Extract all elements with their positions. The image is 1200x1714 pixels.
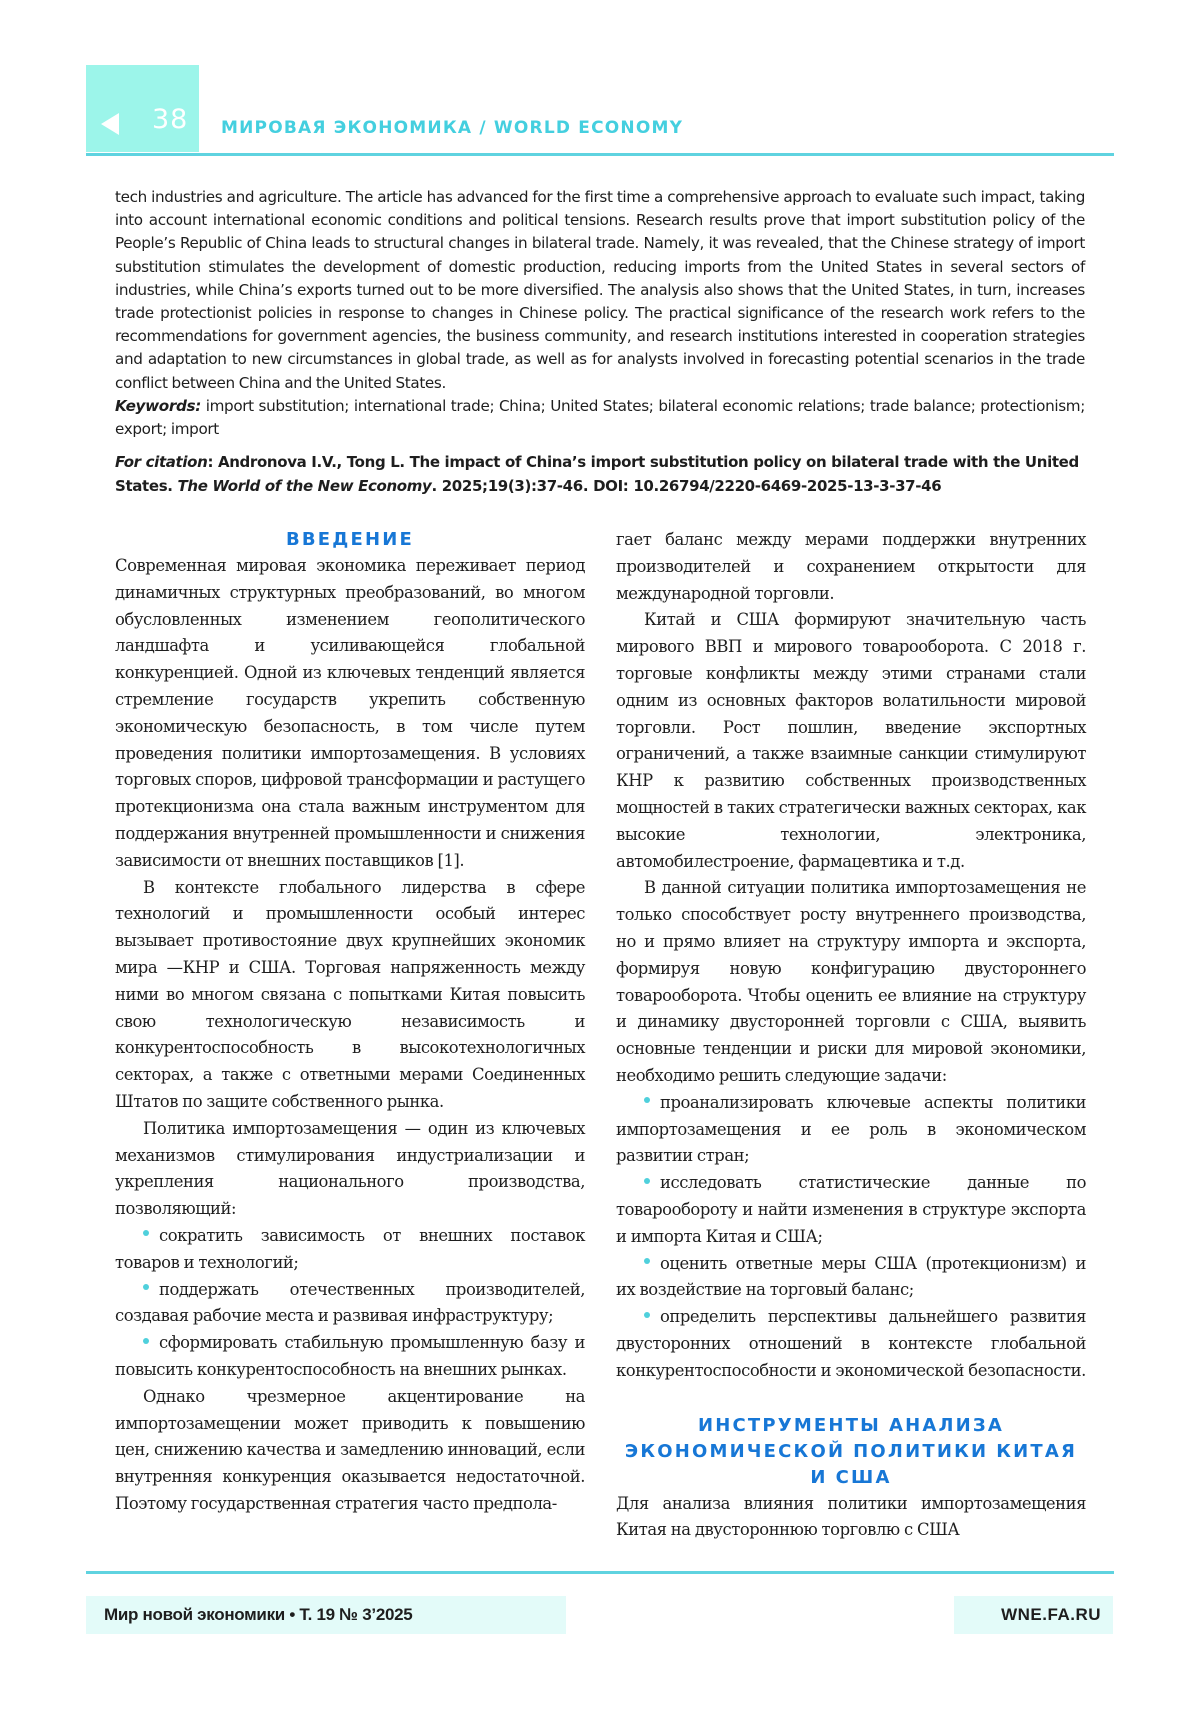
list-item-text: проанализировать ключевые аспекты политики импортозамещения и ее роль в экономическом развитии стран; bbox=[616, 1092, 1086, 1166]
footer-journal-issue bbox=[86, 1596, 566, 1634]
list-item bbox=[616, 1170, 1086, 1250]
left-column bbox=[115, 527, 585, 1518]
list-item bbox=[115, 1330, 585, 1384]
bullet-icon bbox=[143, 1338, 149, 1344]
page-number: 38 bbox=[152, 104, 189, 135]
citation-authors-title: : Andronova I.V., Tong L. The impact of China’s import substitution policy on bilateral trade with the United States. bbox=[115, 453, 1079, 495]
keywords bbox=[115, 395, 1085, 441]
abstract-text: tech industries and agriculture. The article has advanced for the first time a comprehensive approach to evaluate such impact, taking into account international economic conditions and political tensions. Research results prove that import substitution policy of the People’s Republic of China leads to structural changes in bilateral trade. Namely, it was revealed, that the Chinese strategy of import substitution stimulates the development of domestic production, reducing imports from the United States in several sectors of industries, while China’s exports turned out to be more diversified. The analysis also shows that the United States, in turn, increases trade protectionist policies in response to changes in Chinese policy. The practical significance of the research work refers to the recommendations for government agencies, the business community, and research institutions interested in cooperation strategies and adaptation to new circumstances in global trade, as well as for analysts involved in forecasting potential scenarios in the trade conflict between China and the United States. bbox=[115, 188, 1085, 392]
journal-issue-text: Мир новой экономики • Т. 19 № 3’2025 bbox=[104, 1605, 413, 1624]
paragraph: В данной ситуации политика импортозамещения не только способствует росту внутреннего производства, но и прямо влияет на структуру импорта и экспорта, формируя новую конфигурацию двустороннего товарооборота. Чтобы оценить ее влияние на структуру и динамику двусторонней торговли с США, выявить основные тенденции и риски для мировой экономики, необходимо решить следующие задачи: bbox=[616, 878, 1086, 1085]
list-item bbox=[616, 1251, 1086, 1305]
paragraph: Для анализа влияния политики импортозамещения Китая на двустороннюю торговлю с США bbox=[616, 1493, 1086, 1540]
bullet-icon bbox=[644, 1258, 650, 1264]
list-item bbox=[616, 1304, 1086, 1384]
paragraph: Однако чрезмерное акцентирование на импортозамещении может приводить к повышению цен, снижению качества и замедлению инноваций, если внутренняя конкуренция оказывается недостаточной. Поэтому государственная стратегия часто предпола- bbox=[115, 1386, 585, 1513]
paragraph-continued: гает баланс между мерами поддержки внутренних производителей и сохранением открытости для международной торговли. bbox=[616, 530, 1086, 603]
footer-divider bbox=[86, 1571, 1114, 1574]
paragraph: Политика импортозамещения — один из ключевых механизмов стимулирования индустриализации и укрепления национального производства, позволяющий: bbox=[115, 1118, 585, 1219]
list-item-text: сформировать стабильную промышленную базу и повысить конкурентоспособность на внешних рынках. bbox=[115, 1333, 585, 1379]
bullet-icon bbox=[644, 1312, 650, 1318]
list-item bbox=[115, 1223, 585, 1277]
abstract bbox=[115, 186, 1085, 441]
footer-website[interactable] bbox=[954, 1596, 1113, 1634]
list-item-text: поддержать отечественных производителей, создавая рабочие места и развивая инфраструктуру; bbox=[115, 1279, 585, 1326]
previous-page-arrow-icon[interactable] bbox=[101, 113, 119, 135]
list-item bbox=[616, 1090, 1086, 1170]
citation bbox=[115, 451, 1090, 498]
list-item bbox=[115, 1277, 585, 1331]
bullet-icon bbox=[143, 1284, 149, 1290]
header-divider bbox=[86, 153, 1114, 156]
section-heading-analysis-tools: ИНСТРУМЕНТЫ АНАЛИЗА ЭКОНОМИЧЕСКОЙ ПОЛИТИКИ КИТАЯ И США bbox=[624, 1414, 1078, 1488]
paragraph: В контексте глобального лидерства в сфере технологий и промышленности особый интерес вызывает противостояние двух крупнейших экономик мира —КНР и США. Торговая напряженность между ними во многом связана с попытками Китая повысить свою технологическую независимость и конкурентоспособность в высокотехнологичных секторах, а также с ответными мерами Соединенных Штатов по защите собственного рынка. bbox=[115, 877, 585, 1111]
section-heading-introduction: ВВЕДЕНИЕ bbox=[285, 529, 415, 550]
keywords-list: import substitution; international trade; China; United States; bilateral economic relations; trade balance; protectionism; export; import bbox=[115, 396, 1085, 439]
list-item-text: исследовать статистические данные по товарообороту и найти изменения в структуре экспорта и импорта Китая и США; bbox=[616, 1173, 1086, 1246]
keywords-label: Keywords: bbox=[115, 396, 201, 415]
website-link[interactable]: WNE.FA.RU bbox=[1001, 1605, 1101, 1624]
citation-details: . 2025;19(3):37-46. DOI: 10.26794/2220-6469-2025-13-3-37-46 bbox=[431, 476, 942, 495]
right-column bbox=[616, 527, 1086, 1544]
paragraph: Китай и США формируют значительную часть мирового ВВП и мирового товарооборота. С 2018 г. торговые конфликты между этими странами стали одним из основных факторов волатильности мировой торговли. Рост пошлин, введение экспортных ограничений, а также взаимные санкции стимулируют КНР к развитию собственных производственных мощностей в таких стратегически важных секторах, как высокие технологии, электроника, автомобилестроение, фармацевтика и т.д. bbox=[616, 610, 1086, 871]
list-item-text: определить перспективы дальнейшего развития двусторонних отношений в контексте глобальной конкурентоспособности и экономической безопасности. bbox=[616, 1307, 1086, 1380]
list-item-text: оценить ответные меры США (протекционизм) и их воздействие на торговый баланс; bbox=[616, 1253, 1086, 1300]
bullet-icon bbox=[644, 1097, 650, 1103]
paragraph: Современная мировая экономика переживает период динамичных структурных преобразований, во многом обусловленных изменением геополитического ландшафта и усиливающейся глобальной конкуренцией. Одной из ключевых тенденций является стремление государств укрепить собственную экономическую безопасность, в том числе путем проведения политики импортозамещения. В условиях торговых споров, цифровой трансформации и растущего протекционизма она стала важным инструментом для поддержания внутренней промышленности и снижения зависимости от внешних поставщиков [1]. bbox=[115, 556, 585, 870]
citation-journal: The World of the New Economy bbox=[177, 476, 432, 495]
bullet-icon bbox=[644, 1178, 650, 1184]
citation-label: For citation bbox=[115, 453, 208, 471]
section-label: МИРОВАЯ ЭКОНОМИКА / WORLD ECONOMY bbox=[221, 118, 684, 138]
bullet-icon bbox=[143, 1230, 149, 1236]
list-item-text: сократить зависимость от внешних поставок товаров и технологий; bbox=[115, 1225, 585, 1272]
